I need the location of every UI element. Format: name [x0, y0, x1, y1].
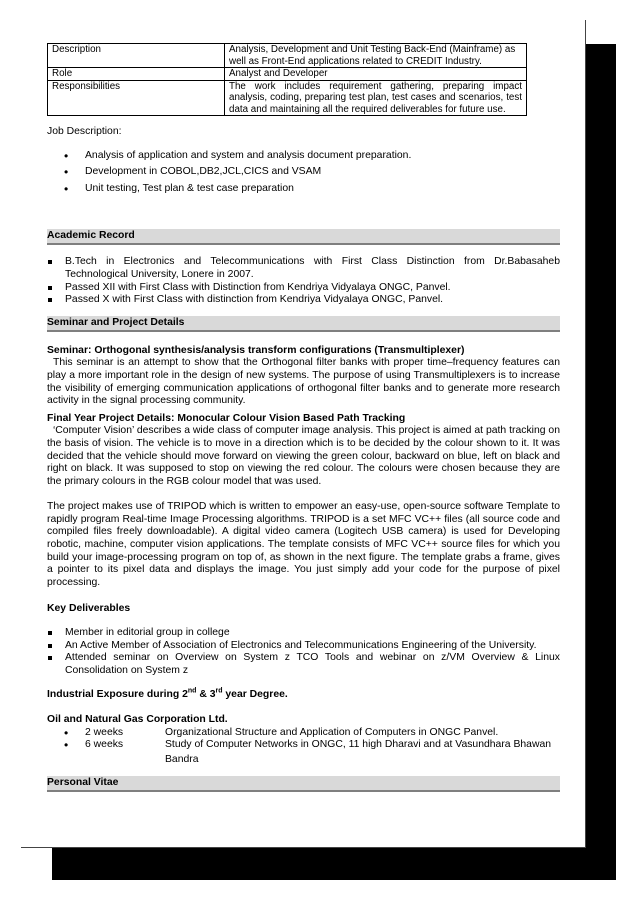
- list-item: B.Tech in Electronics and Telecommunications with First Class Distinction from Dr.Babasaheb Technological University, Lonere in 2007.: [47, 256, 560, 281]
- list-item: Passed XII with First Class with Distinction from Kendriya Vidyalaya ONGC, Panvel.: [47, 282, 560, 295]
- table-row: [48, 68, 527, 81]
- table-label: Role: [48, 68, 225, 81]
- project-info-table: [47, 43, 527, 116]
- table-value: Analysis, Development and Unit Testing Back-End (Mainframe) as well as Front-End applications related to CREDIT Industry.: [225, 44, 527, 68]
- seminar-title: Seminar: Orthogonal synthesis/analysis transform configurations (Transmultiplexer): [47, 344, 465, 356]
- industrial-text: Study of Computer Networks in ONGC, 11 high Dharavi and at Vasundhara Bhawan: [165, 739, 551, 751]
- list-item: • Development in COBOL,DB2,JCL,CICS and VSAM: [47, 166, 560, 179]
- table-row: [48, 44, 527, 68]
- table-value: The work includes requirement gathering, preparing impact analysis, coding, preparing test plan, test cases and scenarios, test data and maintaining all the required deliverables for future use.: [225, 80, 527, 116]
- industrial-exposure-heading: Industrial Exposure during 2nd & 3rd year Degree.: [47, 687, 288, 701]
- table-value: Analyst and Developer: [225, 68, 527, 81]
- list-item: • Analysis of application and system and analysis document preparation.: [47, 150, 560, 163]
- industrial-row: [47, 727, 560, 740]
- table-row: [48, 80, 527, 116]
- job-description-list: [47, 150, 560, 196]
- personal-vitae-heading: Personal Vitae: [47, 776, 560, 792]
- list-item: Passed X with First Class with distinction from Kendriya Vidyalaya ONGC, Panvel.: [47, 294, 560, 307]
- table-label: Responsibilities: [48, 80, 225, 116]
- bullet: •: [64, 725, 69, 740]
- seminar-heading: Seminar and Project Details: [47, 316, 560, 332]
- company-name: Oil and Natural Gas Corporation Ltd.: [47, 714, 228, 725]
- industrial-text-extra: Bandra: [165, 753, 199, 765]
- page-shadow-right: [586, 44, 616, 880]
- list-item: Attended seminar on Overview on System z TCO Tools and webinar on z/VM Overview & Linux Consolidation on System z: [47, 652, 560, 677]
- list-item: An Active Member of Association of Electronics and Telecommunications Engineering of the University.: [47, 640, 560, 653]
- academic-record-heading: Academic Record: [47, 229, 560, 245]
- duration: 6 weeks: [85, 739, 124, 751]
- project-text: ‘Computer Vision’ describes a wide class of computer image analysis. This project is aimed at path tracking on the basis of vision. The vehicle is to move in a direction which is to be decided by the colour shown to it. It was decided that the vehicle should move forward on viewing the green colour, backward on blue, left on black and right on black. It was supposed to stop on viewing the red colour. The colours were chosen because they are the primary colours in the RGB colour model that was used.: [47, 425, 560, 487]
- project-title: Final Year Project Details: Monocular Colour Vision Based Path Tracking: [47, 412, 406, 424]
- duration: 2 weeks: [85, 726, 124, 738]
- document-page: [21, 20, 586, 848]
- academic-list: [47, 256, 560, 306]
- industrial-text: Organizational Structure and Application of Computers in ONGC Panvel.: [165, 726, 499, 738]
- industrial-row: [47, 739, 560, 752]
- key-deliverables-heading: Key Deliverables: [47, 603, 131, 615]
- bullet: •: [64, 738, 69, 753]
- list-item: • Unit testing, Test plan & test case preparation: [47, 183, 560, 196]
- project-text-2: The project makes use of TRIPOD which is written to empower an easy-use, open-source software Template to rapidly program Real-time Image Processing algorithms. TRIPOD is a set MFC VC++ files (all source code and compiled files freely downloadable). A digital video camera (Logitech USB camera) is used for Developing robotic, machine, computer vision applications. The template consists of MFC VC++ source files for which you build your image-processing program on top of, as shown in the next figure. The template grabs a frame, gives a pointer to its pixel data and displays the image. You just simply add your code for the purpose of pixel processing.: [47, 501, 560, 588]
- job-description-heading: Job Description:: [47, 126, 122, 137]
- seminar-text: This seminar is an attempt to show that the Orthogonal filter banks with proper time–frequency features can play a more important role in the design of new systems. The purpose of using Transmultiplexers is to increase the visibility of emerging communication applications of orthogonal filter banks and to generate more research activity in the signal processing community.: [47, 357, 560, 407]
- page-content: [47, 43, 560, 792]
- table-label: Description: [48, 44, 225, 68]
- page-shadow-bottom: [52, 848, 616, 880]
- list-item: Member in editorial group in college: [47, 627, 560, 640]
- deliverables-list: [47, 627, 560, 677]
